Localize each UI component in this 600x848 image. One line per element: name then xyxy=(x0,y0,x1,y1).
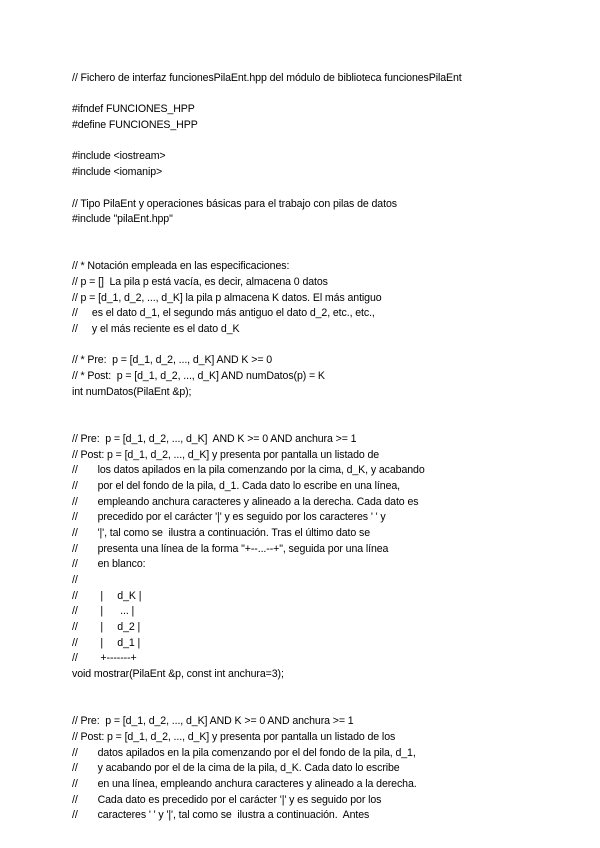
mostrar-declaration: void mostrar(PilaEnt &p, const int anchura=3); xyxy=(72,668,284,681)
mostrar-comment: // presenta una línea de la forma "+--...--+", seguida por una línea xyxy=(72,542,389,555)
second-comment: // caracteres ' ' y '|', tal como se ilustra a continuación. Antes xyxy=(72,809,370,822)
mostrar-comment: // xyxy=(72,574,78,586)
mostrar-comment: // en blanco: xyxy=(72,558,146,571)
stack-diagram-line: // | d_K | xyxy=(72,589,142,602)
mostrar-comment: // '|', tal como se ilustra a continuación. Tras el último dato se xyxy=(72,526,371,539)
notation-comment: // p = [] La pila p está vacía, es decir, almacena 0 datos xyxy=(72,275,328,288)
stack-diagram-line: // | d_1 | xyxy=(72,636,141,649)
mostrar-comment: // los datos apilados en la pila comenzando por la cima, d_K, y acabando xyxy=(72,464,425,477)
pilaent-comment: // Tipo PilaEnt y operaciones básicas para el trabajo con pilas de datos xyxy=(72,197,397,210)
stack-diagram-line: // | ... | xyxy=(72,605,135,618)
second-pre-comment: // Pre: p = [d_1, d_2, ..., d_K] AND K >= 0 AND anchura >= 1 xyxy=(72,715,354,728)
source-code-block xyxy=(72,71,572,824)
include-pilaent: #include "pilaEnt.hpp" xyxy=(72,213,173,226)
blank-line xyxy=(72,338,572,354)
mostrar-post-comment: // Post: p = [d_1, d_2, ..., d_K] y presenta por pantalla un listado de xyxy=(72,448,380,461)
notation-comment: // es el dato d_1, el segundo más antiguo el dato d_2, etc., etc., xyxy=(72,307,375,320)
blank-line xyxy=(72,134,572,150)
notation-comment: // * Notación empleada en las especificaciones: xyxy=(72,260,290,273)
blank-line xyxy=(72,181,572,197)
second-comment: // Cada dato es precedido por el carácter '|' y es seguido por los xyxy=(72,793,382,806)
stack-diagram-line: // | d_2 | xyxy=(72,621,141,634)
second-comment: // en una línea, empleando anchura caracteres y alineado a la derecha. xyxy=(72,777,417,790)
include-iomanip: #include <iomanip> xyxy=(72,166,163,179)
blank-line xyxy=(72,400,572,416)
mostrar-comment: // precedido por el carácter '|' y es seguido por los caracteres ' ' y xyxy=(72,511,386,524)
mostrar-comment: // empleando anchura caracteres y alineado a la derecha. Cada dato es xyxy=(72,495,419,508)
notation-comment: // y el más reciente es el dato d_K xyxy=(72,323,240,335)
second-comment: // y acabando por el de la cima de la pila, d_K. Cada dato lo escribe xyxy=(72,762,400,775)
notation-comment: // p = [d_1, d_2, ..., d_K] la pila p almacena K datos. El más antiguo xyxy=(72,291,382,304)
numdatos-pre-comment: // * Pre: p = [d_1, d_2, ..., d_K] AND K >= 0 xyxy=(72,354,273,367)
mostrar-comment: // por el del fondo de la pila, d_1. Cada dato lo escribe en una línea, xyxy=(72,479,400,492)
blank-line xyxy=(72,228,572,244)
define-directive: #define FUNCIONES_HPP xyxy=(72,119,198,132)
blank-line xyxy=(72,87,572,103)
blank-line xyxy=(72,416,572,432)
blank-line xyxy=(72,244,572,260)
numdatos-declaration: int numDatos(PilaEnt &p); xyxy=(72,385,192,398)
second-comment: // datos apilados en la pila comenzando por el del fondo de la pila, d_1, xyxy=(72,746,416,759)
stack-diagram-line: // +-------+ xyxy=(72,652,137,665)
mostrar-pre-comment: // Pre: p = [d_1, d_2, ..., d_K] AND K >= 0 AND anchura >= 1 xyxy=(72,432,357,445)
second-post-comment: // Post: p = [d_1, d_2, ..., d_K] y presenta por pantalla un listado de los xyxy=(72,730,396,743)
ifndef-directive: #ifndef FUNCIONES_HPP xyxy=(72,103,195,116)
header-comment: // Fichero de interfaz funcionesPilaEnt.hpp del módulo de biblioteca funcionesPilaEnt xyxy=(72,72,462,84)
numdatos-post-comment: // * Post: p = [d_1, d_2, ..., d_K] AND numDatos(p) = K xyxy=(72,370,325,383)
blank-line xyxy=(72,683,572,699)
blank-line xyxy=(72,699,572,715)
include-iostream: #include <iostream> xyxy=(72,150,166,163)
